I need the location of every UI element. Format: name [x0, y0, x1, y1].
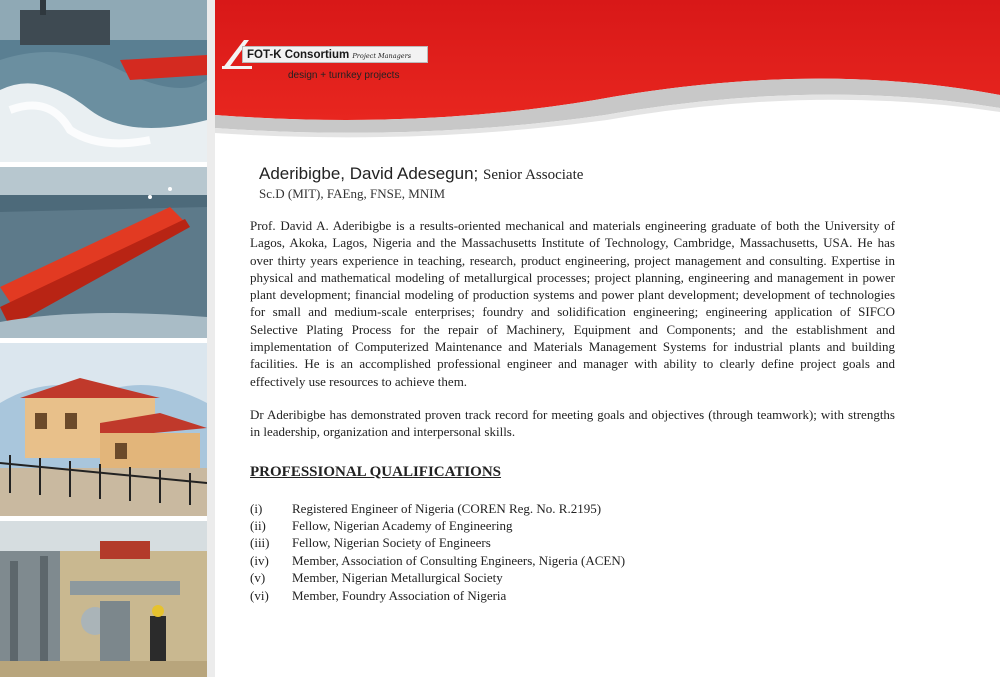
- qualifications-heading: PROFESSIONAL QUALIFICATIONS: [250, 463, 502, 480]
- item-text: Member, Foundry Association of Nigeria: [292, 587, 507, 603]
- logo-wordmark: [242, 46, 428, 63]
- list-item: [250, 569, 895, 586]
- item-text: Fellow, Nigerian Society of Engineers: [292, 535, 491, 551]
- item-text: Registered Engineer of Nigeria (COREN Reg. No. R.2195): [292, 500, 602, 516]
- qualifications-list: [250, 500, 895, 604]
- item-number: (v): [250, 570, 266, 586]
- photo-column: [0, 0, 207, 677]
- power-plant-photo: [0, 521, 207, 677]
- profile-content: [250, 164, 895, 604]
- profile-header: [259, 164, 895, 184]
- column-separator: [207, 0, 215, 677]
- item-text: Fellow, Nigerian Academy of Engineering: [292, 517, 513, 533]
- profile-name: Aderibigbe, David Adesegun;: [259, 164, 479, 183]
- bio-paragraph-2: Dr Aderibigbe has demonstrated proven track record for meeting goals and objectives (through teamwork); with strengths in leadership, organization and interpersonal skills.: [250, 406, 895, 440]
- list-item: [250, 517, 895, 534]
- item-number: (i): [250, 500, 263, 516]
- company-logo: [222, 38, 422, 88]
- house-photo: [0, 343, 207, 516]
- item-text: Member, Nigerian Metallurgical Society: [292, 570, 503, 586]
- list-item: [250, 500, 895, 517]
- logo-tagline: design + turnkey projects: [288, 70, 400, 81]
- logo-subtitle: Project Managers: [352, 52, 412, 60]
- logo-name: FOT-K Consortium: [247, 49, 350, 61]
- item-text: Member, Association of Consulting Engineers, Nigeria (ACEN): [292, 552, 626, 568]
- item-number: (ii): [250, 517, 266, 533]
- pipeline-in-sea-photo: [0, 167, 207, 338]
- item-number: (iv): [250, 552, 269, 568]
- item-number: (vi): [250, 587, 269, 603]
- item-number: (iii): [250, 535, 270, 551]
- list-item: [250, 587, 895, 604]
- list-item: [250, 552, 895, 569]
- profile-role: Senior Associate: [483, 167, 584, 183]
- list-item: [250, 534, 895, 551]
- bio-paragraph-1: Prof. David A. Aderibigbe is a results-oriented mechanical and materials engineering graduate of both the University of Lagos, Akoka, Lagos, Nigeria and the Massachusetts Institute of Technology, Cambridge, Massachusetts, USA. He has over thirty years experience in teaching, research, product engineering, project management and consulting. Expertise in physical and mathematical modeling of metallurgical processes; project planning, engineering and management in power plant development; financial modeling of production systems and power plant development; development of technologies for small and medium-scale enterprises; foundry and solidification engineering; engineering application of SIFCO Selective Plating Process for the repair of Machinery, Equipment and Components; and the establishment and implementation of Computerized Maintenance and Materials Management Systems for industrial plants and building facilities. He is an accomplished professional engineer and manager with ability to clearly define project goals and effectively use resources to achieve them.: [250, 218, 895, 389]
- ship-at-sea-photo: [0, 0, 207, 162]
- profile-credentials: Sc.D (MIT), FAEng, FNSE, MNIM: [259, 186, 446, 201]
